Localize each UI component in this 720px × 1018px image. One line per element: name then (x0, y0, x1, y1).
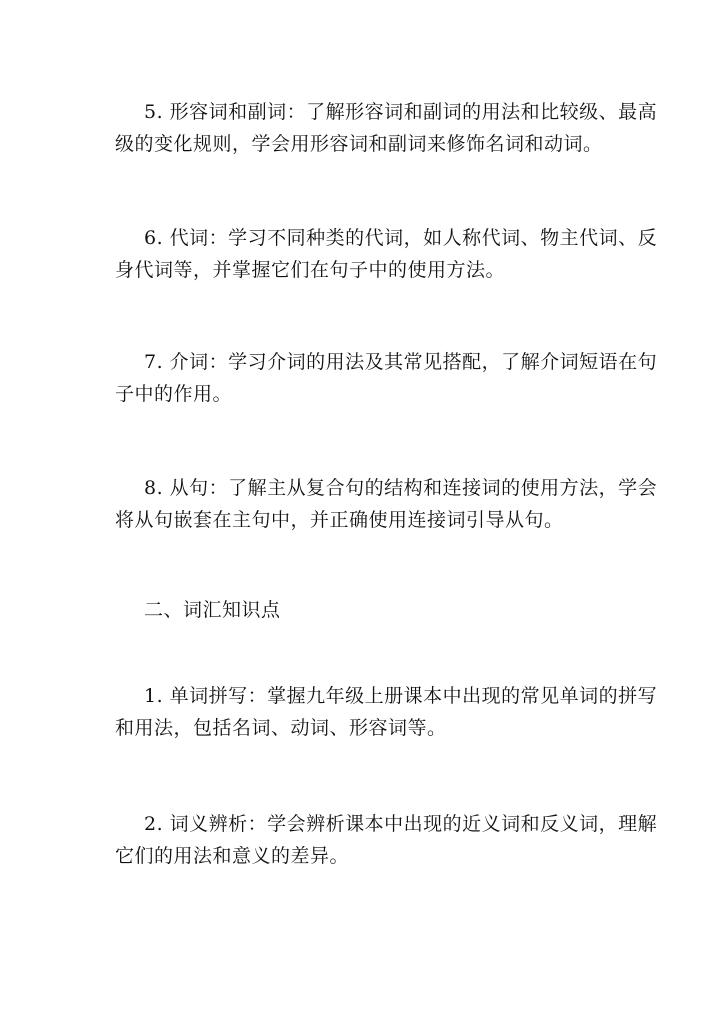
vocabulary-item-meaning-distinction: 2. 词义辨析：学会辨析课本中出现的近义词和反义词，理解它们的用法和意义的差异。 (115, 813, 658, 867)
vocabulary-item-spelling: 1. 单词拼写：掌握九年级上册课本中出现的常见单词的拼写和用法，包括名词、动词、形容词等。 (115, 685, 658, 739)
grammar-item-prepositions: 7. 介词：学习介词的用法及其常见搭配，了解介词短语在句子中的作用。 (115, 351, 658, 405)
grammar-item-adjectives-adverbs: 5. 形容词和副词：了解形容词和副词的用法和比较级、最高级的变化规则，学会用形容词和副词来修饰名词和动词。 (115, 101, 658, 155)
grammar-item-pronouns: 6. 代词：学习不同种类的代词，如人称代词、物主代词、反身代词等，并掌握它们在句子中的使用方法。 (115, 227, 658, 281)
grammar-item-clauses: 8. 从句：了解主从复合句的结构和连接词的使用方法，学会将从句嵌套在主句中，并正确使用连接词引导从句。 (115, 477, 658, 531)
section-heading-vocabulary: 二、词汇知识点 (144, 599, 281, 621)
